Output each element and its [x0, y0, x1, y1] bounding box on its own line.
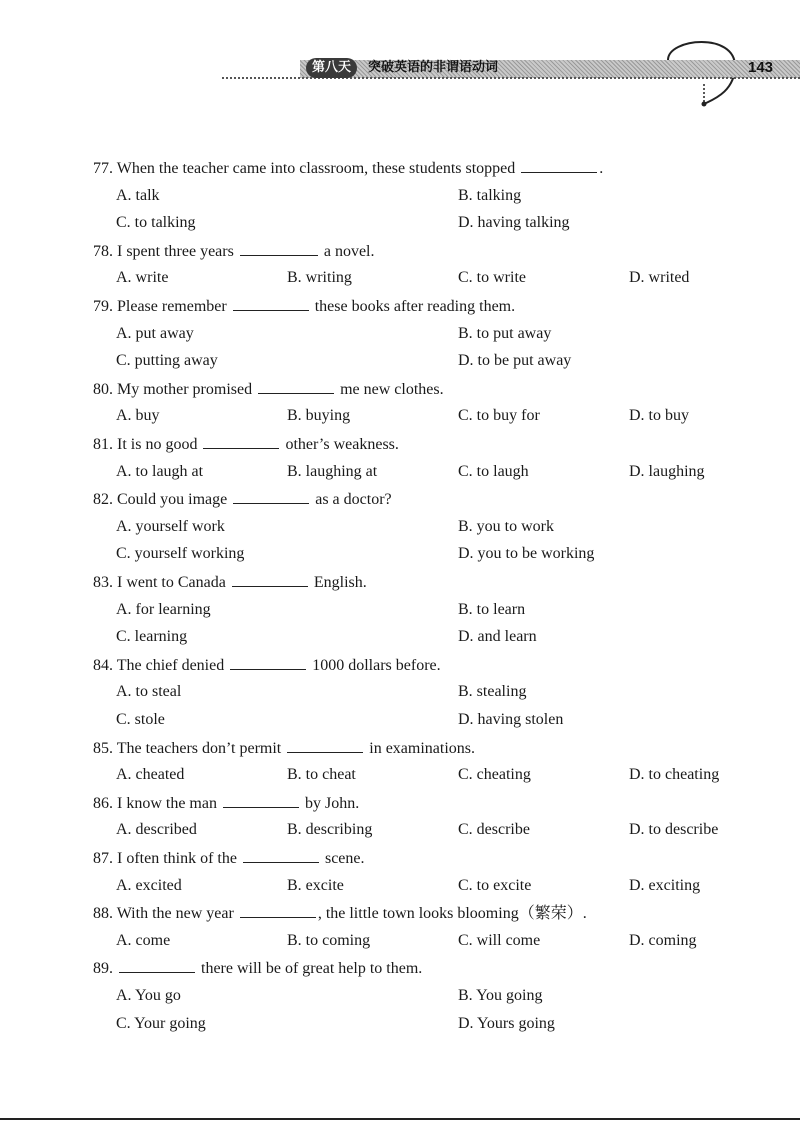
answer-option[interactable]: D. to buy	[629, 407, 689, 425]
answer-option[interactable]: A. yourself work	[116, 517, 225, 535]
question-stem	[93, 434, 399, 455]
question-stem	[93, 379, 444, 400]
chapter-title: 突破英语的非谓语动词	[368, 60, 499, 75]
answer-option[interactable]: A. write	[116, 269, 169, 287]
answer-blank[interactable]	[233, 489, 309, 504]
question-number: 80.	[93, 380, 117, 398]
question-text: a novel.	[319, 242, 375, 260]
question-text: I often think of the	[117, 850, 241, 867]
answer-option[interactable]: C. cheating	[458, 766, 531, 784]
question-text: Could you image	[117, 491, 232, 509]
question-text: these books after reading them.	[310, 298, 516, 315]
answer-option[interactable]: A. for learning	[116, 600, 211, 618]
answer-option[interactable]: C. to buy for	[458, 407, 540, 425]
answer-option[interactable]: B. to put away	[458, 324, 552, 342]
answer-option[interactable]: C. to talking	[116, 214, 196, 232]
answer-option[interactable]: B. you to work	[458, 517, 554, 535]
answer-option[interactable]: C. to excite	[458, 876, 532, 894]
answer-option[interactable]: B. to cheat	[287, 766, 356, 784]
question-stem	[93, 158, 603, 179]
question-stem	[93, 489, 392, 510]
question-stem	[93, 903, 587, 924]
question-text: When the teacher came into classroom, these students stopped	[116, 160, 520, 177]
question-text: scene.	[320, 850, 365, 867]
question-stem	[93, 738, 475, 759]
question-number: 81.	[93, 436, 117, 453]
question-number: 89.	[93, 960, 117, 978]
answer-option[interactable]: D. coming	[629, 931, 697, 949]
answer-blank[interactable]	[233, 296, 309, 311]
question-number: 79.	[93, 298, 117, 315]
question-number: 78.	[93, 242, 117, 260]
question-text: English.	[309, 574, 367, 591]
answer-option[interactable]: D. writed	[629, 269, 690, 287]
answer-option[interactable]: D. and learn	[458, 628, 537, 646]
question-number: 85.	[93, 739, 117, 757]
question-text: in examinations.	[365, 739, 476, 757]
answer-option[interactable]: C. yourself working	[116, 545, 245, 563]
question-stem	[93, 572, 367, 593]
answer-option[interactable]: D. having stolen	[458, 711, 564, 728]
answer-option[interactable]: A. cheated	[116, 766, 185, 784]
answer-option[interactable]: B. to learn	[458, 600, 526, 618]
answer-blank[interactable]	[240, 241, 318, 256]
question-text: I went to Canada	[117, 574, 230, 591]
answer-option[interactable]: D. you to be working	[458, 545, 595, 563]
answer-blank[interactable]	[258, 379, 334, 394]
question-text: , the little town looks blooming（繁荣）.	[317, 905, 587, 923]
answer-option[interactable]: A. You go	[116, 987, 181, 1004]
question-text: as a doctor?	[311, 491, 392, 509]
answer-option[interactable]: A. described	[116, 821, 197, 839]
answer-option[interactable]: A. come	[116, 931, 171, 949]
answer-option[interactable]: C. will come	[458, 931, 541, 949]
bottom-rule	[0, 1118, 800, 1120]
answer-option[interactable]: B. talking	[458, 186, 522, 204]
question-text: .	[599, 160, 604, 177]
question-text: by John.	[300, 794, 360, 812]
answer-blank[interactable]	[119, 958, 195, 973]
question-number: 88.	[93, 905, 117, 923]
answer-option[interactable]: A. excited	[116, 876, 182, 894]
question-number: 77.	[93, 160, 117, 177]
answer-option[interactable]: B. excite	[287, 876, 344, 894]
answer-option[interactable]: D. to cheating	[629, 766, 720, 784]
answer-option[interactable]: B. stealing	[458, 683, 527, 701]
question-text: 1000 dollars before.	[308, 656, 441, 674]
answer-option[interactable]: C. putting away	[116, 352, 218, 370]
answer-blank[interactable]	[203, 434, 279, 449]
answer-option[interactable]: C. learning	[116, 628, 188, 646]
question-text: My mother promised	[117, 380, 257, 398]
day-badge: 第八天	[306, 58, 357, 78]
answer-option[interactable]: D. Yours going	[458, 1014, 555, 1032]
question-text: With the new year	[116, 905, 238, 923]
question-stem	[93, 793, 359, 814]
question-text: It is no good	[117, 436, 202, 453]
answer-option[interactable]: B. describing	[287, 821, 373, 839]
answer-option[interactable]: B. You going	[458, 987, 543, 1004]
question-text: The chief denied	[116, 656, 229, 674]
answer-blank[interactable]	[232, 572, 308, 587]
answer-option[interactable]: A. to steal	[116, 683, 182, 701]
answer-option[interactable]: C. to write	[458, 269, 526, 287]
question-text: I spent three years	[117, 242, 238, 260]
question-stem	[93, 958, 422, 979]
question-text: other’s weakness.	[281, 436, 399, 453]
page-number: 143	[748, 59, 774, 76]
answer-option[interactable]: C. describe	[458, 821, 530, 839]
answer-option[interactable]: B. writing	[287, 269, 352, 287]
question-number: 83.	[93, 574, 117, 591]
question-number: 82.	[93, 491, 117, 509]
answer-option[interactable]: C. to laugh	[458, 462, 529, 480]
answer-option[interactable]: C. Your going	[116, 1014, 206, 1032]
answer-option[interactable]: B. laughing at	[287, 462, 378, 480]
answer-option[interactable]: D. laughing	[629, 462, 705, 480]
question-text: Please remember	[117, 298, 231, 315]
question-stem	[93, 848, 365, 869]
answer-option[interactable]: B. to coming	[287, 931, 371, 949]
question-number: 84.	[93, 656, 117, 674]
answer-blank[interactable]	[240, 903, 316, 918]
answer-option[interactable]: D. to be put away	[458, 352, 572, 370]
answer-option[interactable]: A. buy	[116, 407, 160, 425]
question-text: there will be of great help to them.	[197, 960, 423, 978]
question-stem	[93, 296, 515, 317]
answer-option[interactable]: D. exciting	[629, 876, 701, 894]
answer-option[interactable]: A. talk	[116, 186, 160, 204]
answer-option[interactable]: C. stole	[116, 711, 165, 728]
question-stem	[93, 655, 441, 676]
answer-option[interactable]: D. to describe	[629, 821, 719, 839]
answer-blank[interactable]	[243, 848, 319, 863]
answer-option[interactable]: B. buying	[287, 407, 351, 425]
question-text: The teachers don’t permit	[116, 739, 286, 757]
answer-blank[interactable]	[223, 793, 299, 808]
answer-blank[interactable]	[521, 158, 597, 173]
question-text: me new clothes.	[336, 380, 444, 398]
answer-option[interactable]: A. to laugh at	[116, 462, 204, 480]
question-number: 86.	[93, 794, 117, 812]
answer-option[interactable]: A. put away	[116, 324, 194, 342]
answer-blank[interactable]	[230, 655, 306, 670]
question-text: I know the man	[117, 794, 221, 812]
question-stem	[93, 241, 375, 262]
answer-blank[interactable]	[287, 738, 363, 753]
answer-option[interactable]: D. having talking	[458, 214, 570, 232]
question-number: 87.	[93, 850, 117, 867]
